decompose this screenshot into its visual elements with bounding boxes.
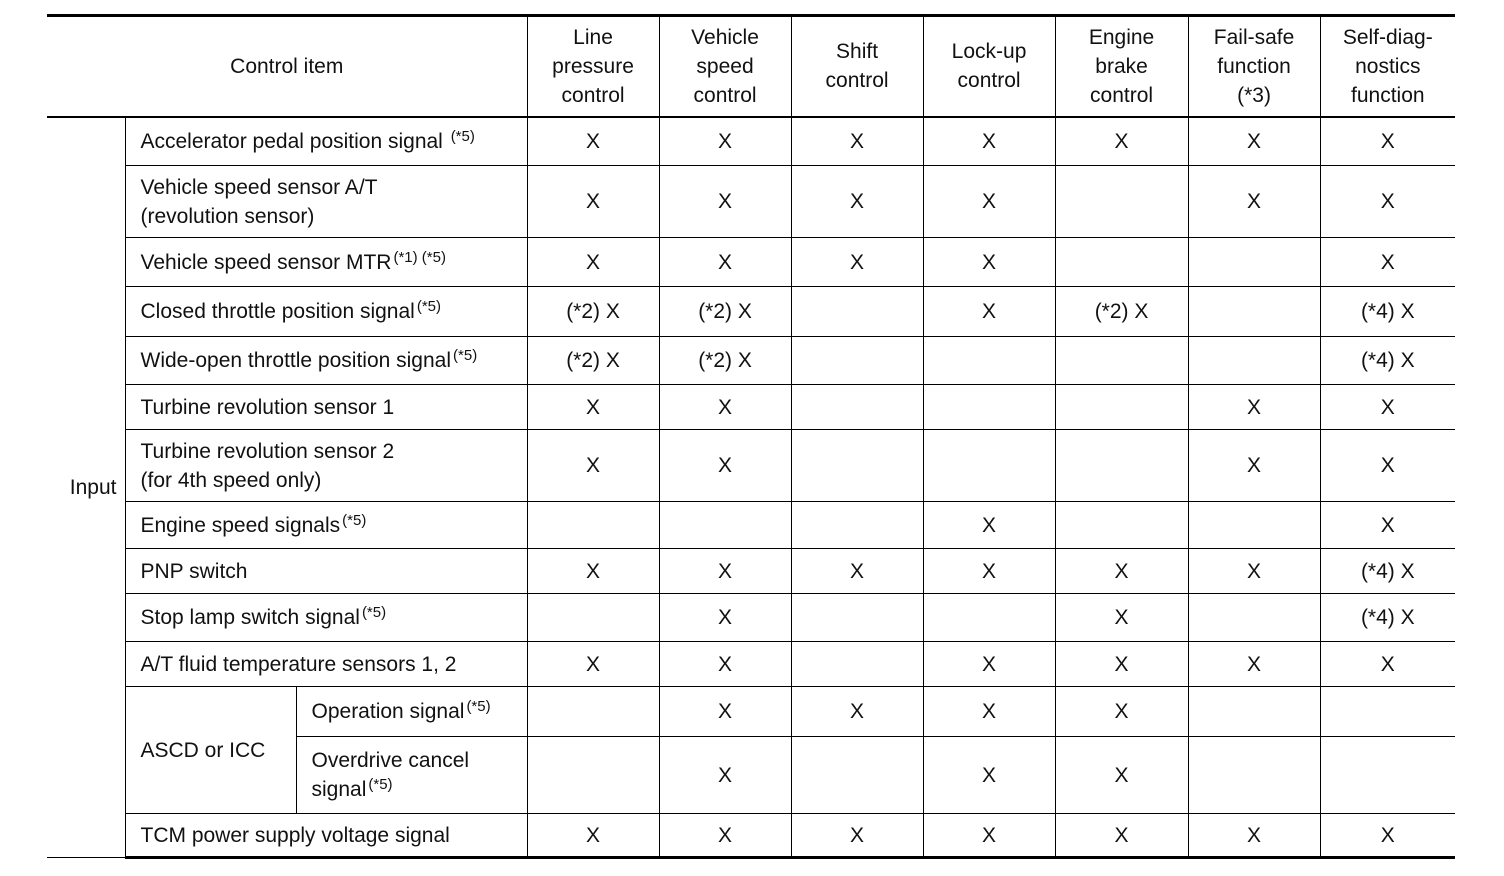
table-cell: X [527, 549, 659, 594]
table-row [47, 430, 1455, 502]
table-cell: (*2) X [527, 287, 659, 337]
table-cell: X [923, 502, 1055, 549]
table-cell: X [527, 430, 659, 502]
table-row [47, 642, 1455, 687]
column-header-line: Shift [836, 40, 879, 64]
row-label [125, 594, 527, 642]
table-cell: X [1055, 117, 1188, 166]
table-cell: X [791, 549, 923, 594]
table-cell: X [1188, 642, 1320, 687]
table-cell: X [1188, 385, 1320, 430]
row-label-text: Overdrive cancel [311, 749, 470, 772]
group-label-input: Input [47, 117, 125, 858]
column-header-line: Fail-safe [1213, 25, 1295, 49]
table-cell: X [659, 737, 791, 814]
table-cell: X [659, 814, 791, 858]
footnote-ref: (*5) [466, 698, 491, 715]
column-header [923, 16, 1055, 117]
row-label [125, 502, 527, 549]
table-cell: X [659, 238, 791, 287]
table-cell [1188, 337, 1320, 385]
column-header-line: control [693, 83, 757, 107]
table-cell: X [659, 594, 791, 642]
column-header-line: (*3) [1237, 83, 1271, 107]
column-header-line: control [957, 69, 1021, 93]
row-label-text: Closed throttle position signal $^{(*5)}$ [140, 298, 441, 323]
header-row [47, 16, 1455, 117]
column-header-line: Lock-up [951, 40, 1027, 64]
table-cell [791, 337, 923, 385]
table-cell [1055, 238, 1188, 287]
row-label-text: Turbine revolution sensor 1 [140, 395, 395, 419]
table-cell: X [659, 687, 791, 737]
row-label-text: (revolution sensor) [140, 204, 315, 228]
table-cell: X [1320, 117, 1455, 166]
table-cell: X [1320, 166, 1455, 238]
table-cell: X [527, 238, 659, 287]
column-header-line: Vehicle [691, 25, 759, 49]
table-cell [659, 502, 791, 549]
table-cell: X [923, 737, 1055, 814]
table-row [47, 117, 1455, 166]
footnote-ref: (*5) [416, 298, 441, 315]
column-header-line: Line [573, 25, 613, 49]
column-header-line: nostics [1355, 54, 1421, 78]
table-cell: X [527, 117, 659, 166]
table-cell: X [659, 642, 791, 687]
table-cell: X [1188, 814, 1320, 858]
footnote-ref: (*5) [450, 127, 475, 145]
table-cell: X [1055, 814, 1188, 858]
table-cell: X [791, 117, 923, 166]
header-control-item: Control item [47, 16, 527, 117]
row-label [125, 549, 527, 594]
table-cell [527, 502, 659, 549]
table-cell: (*4) X [1320, 549, 1455, 594]
table-cell: X [791, 687, 923, 737]
table-cell: X [1188, 166, 1320, 238]
table-cell: X [791, 814, 923, 858]
table-cell: X [1320, 385, 1455, 430]
column-header [1320, 16, 1455, 117]
table-cell: X [1188, 549, 1320, 594]
row-label [125, 238, 527, 287]
table-row [47, 337, 1455, 385]
row-label [125, 287, 527, 337]
control-items-table [47, 14, 1455, 859]
table-cell: X [923, 117, 1055, 166]
table-row [47, 287, 1455, 337]
table-cell [1188, 502, 1320, 549]
table-cell [791, 385, 923, 430]
table-body [47, 16, 1455, 858]
footnote-ref: (*5) [361, 604, 387, 621]
table-row [47, 594, 1455, 642]
table-cell: X [1320, 502, 1455, 549]
row-label-text: Stop lamp switch signal $^{(*5)}$ [140, 604, 387, 629]
row-label-text: Wide-open throttle position signal $^{(*5)}$ [140, 347, 478, 372]
column-header-line: control [1090, 83, 1154, 107]
table-cell [1188, 287, 1320, 337]
table-cell: X [1188, 117, 1320, 166]
table-cell: X [1320, 238, 1455, 287]
column-header-line: brake [1095, 54, 1148, 78]
table-cell: X [1055, 549, 1188, 594]
table-cell [527, 594, 659, 642]
column-header-line: control [561, 83, 625, 107]
column-header [527, 16, 659, 117]
table-cell [791, 642, 923, 687]
table-cell: (*2) X [659, 337, 791, 385]
row-label-text: (for 4th speed only) [140, 468, 322, 492]
table-row [47, 502, 1455, 549]
table-cell [1320, 687, 1455, 737]
footnote-ref: (*5) [453, 347, 478, 364]
table-cell [1055, 337, 1188, 385]
table-cell: X [923, 238, 1055, 287]
row-label [296, 737, 527, 814]
table-cell [1055, 430, 1188, 502]
table-cell [791, 737, 923, 814]
table-cell [791, 430, 923, 502]
row-label-text: Vehicle speed sensor MTR $^{(*1) (*5)}$ [140, 248, 446, 274]
table-cell [923, 385, 1055, 430]
table-cell [1055, 385, 1188, 430]
table-cell: X [923, 549, 1055, 594]
table-cell: X [1188, 430, 1320, 502]
table-cell: X [1055, 594, 1188, 642]
footnote-ref: (*5) [342, 511, 367, 529]
footnote-ref: (*1) (*5) [393, 248, 446, 266]
column-header-line: speed [696, 54, 754, 78]
row-label-text: TCM power supply voltage signal [140, 823, 450, 847]
row-label-text: Turbine revolution sensor 2 [140, 439, 395, 463]
table-cell [1320, 737, 1455, 814]
table-cell: X [1055, 687, 1188, 737]
table-cell: X [923, 814, 1055, 858]
table-cell [1188, 238, 1320, 287]
table-cell [791, 287, 923, 337]
row-label-text: A/T fluid temperature sensors 1, 2 [140, 652, 457, 676]
table-cell: X [659, 549, 791, 594]
table-cell: (*4) X [1320, 287, 1455, 337]
table-cell: X [527, 814, 659, 858]
row-label-text: signal $^{(*5)}$ [311, 776, 393, 801]
table-row [47, 238, 1455, 287]
table-cell: X [1055, 737, 1188, 814]
table-row [47, 814, 1455, 858]
table-row [47, 385, 1455, 430]
table-cell [1188, 594, 1320, 642]
table-cell [527, 687, 659, 737]
table-cell: X [791, 166, 923, 238]
table-cell: X [659, 166, 791, 238]
column-header-line: Self-diag- [1342, 25, 1433, 49]
table-cell [1055, 166, 1188, 238]
column-header-line: control [825, 69, 889, 93]
table-cell: X [659, 430, 791, 502]
table-cell: (*4) X [1320, 337, 1455, 385]
table-cell: X [1320, 430, 1455, 502]
row-label [125, 166, 527, 238]
table-cell: (*2) X [1055, 287, 1188, 337]
footnote-ref: (*5) [368, 776, 393, 793]
table-cell: X [1055, 642, 1188, 687]
table-cell: X [1320, 642, 1455, 687]
row-label [125, 642, 527, 687]
table-cell: X [659, 117, 791, 166]
table-cell [1188, 687, 1320, 737]
table-cell: X [923, 166, 1055, 238]
table-row [47, 166, 1455, 238]
column-header [1188, 16, 1320, 117]
table-cell [923, 594, 1055, 642]
table-cell: X [527, 166, 659, 238]
column-header-line: function [1217, 54, 1291, 78]
table-cell: (*2) X [527, 337, 659, 385]
table-cell [791, 502, 923, 549]
row-label-text: Engine speed signals $^{(*5)}$ [140, 511, 367, 537]
table-cell: X [1320, 814, 1455, 858]
table-cell [923, 430, 1055, 502]
table-cell: (*4) X [1320, 594, 1455, 642]
table-cell [527, 737, 659, 814]
column-header-line: Engine [1088, 25, 1155, 49]
table-cell: X [527, 642, 659, 687]
column-header [659, 16, 791, 117]
row-label-text: Operation signal $^{(*5)}$ [311, 698, 491, 723]
row-label [125, 385, 527, 430]
row-label [125, 814, 527, 858]
column-header-line: function [1351, 83, 1425, 107]
table-cell: X [923, 642, 1055, 687]
table-cell: (*2) X [659, 287, 791, 337]
table-cell: X [659, 385, 791, 430]
table-cell [1188, 737, 1320, 814]
table-cell: X [923, 287, 1055, 337]
row-label-text: PNP switch [140, 559, 248, 583]
table-row [47, 549, 1455, 594]
column-header-line: pressure [552, 54, 634, 78]
row-label [296, 687, 527, 737]
table-cell [923, 337, 1055, 385]
column-header [1055, 16, 1188, 117]
row-label [125, 430, 527, 502]
table-row [47, 687, 1455, 737]
table-cell [791, 594, 923, 642]
column-header [791, 16, 923, 117]
table-cell: X [923, 687, 1055, 737]
row-label [125, 337, 527, 385]
table-cell: X [527, 385, 659, 430]
sub-group-label-ascd: ASCD or ICC [125, 687, 296, 814]
row-label [125, 117, 527, 166]
row-label-text: Vehicle speed sensor A/T [140, 175, 378, 199]
table-cell: X [791, 238, 923, 287]
row-label-text: Accelerator pedal position signal $^{(*5)}$ [140, 127, 475, 153]
table-cell [1055, 502, 1188, 549]
